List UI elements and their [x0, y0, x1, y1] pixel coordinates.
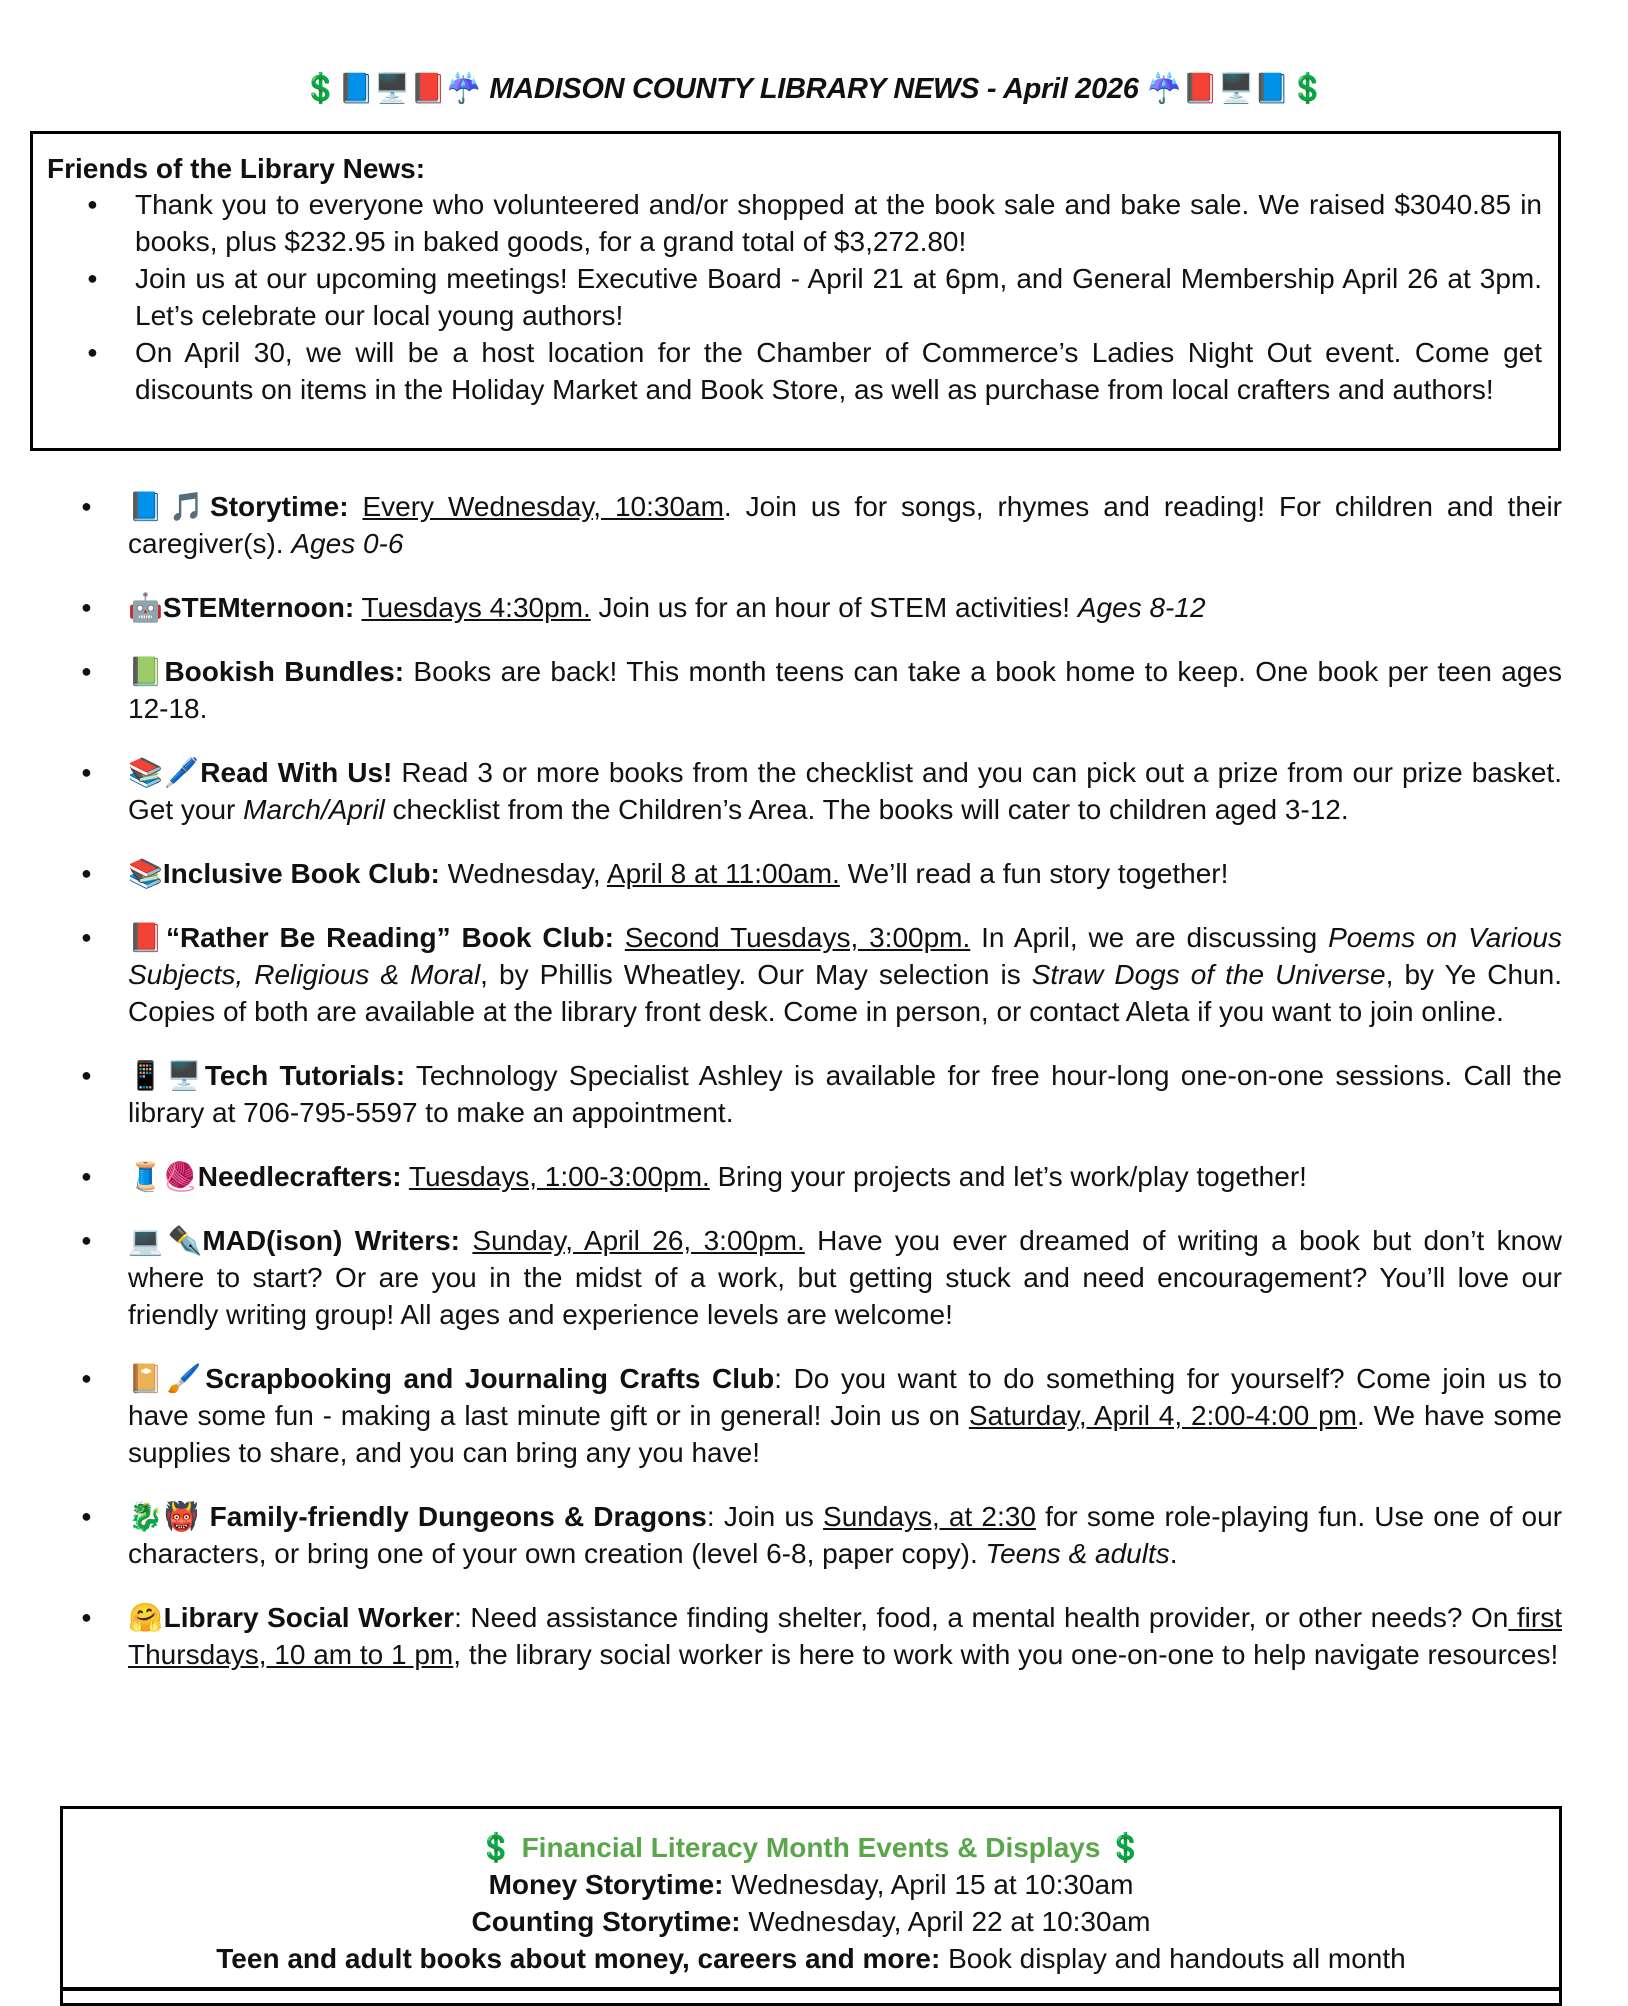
event-title: Family-friendly Dungeons & Dragons — [209, 1501, 707, 1532]
event-title: Inclusive Book Club: — [162, 858, 440, 889]
event-text: Bring your projects and let’s work/play together! — [709, 1161, 1307, 1192]
title-emoji-left-icons: 💲📘🖥️📕☔ — [302, 73, 482, 105]
title-emoji-right-icons: ☔📕🖥️📘💲 — [1146, 73, 1326, 105]
event-text: checklist from the Children’s Area. The books will cater to children aged 3-12. — [384, 794, 1349, 825]
event-schedule: April 8 at 11:00am. — [606, 858, 840, 889]
event-stemternoon — [128, 589, 1562, 626]
event-text: for some role-playing fun. Use one of our characters, or bring one of your own creation (level 6-8, paper copy). — [128, 1501, 1563, 1569]
event-schedule: Sunday, April 26, 3:00pm. — [472, 1225, 805, 1256]
event-text: . We have some supplies to share, and you can bring any you have! — [128, 1400, 1563, 1468]
event-text: , by Phillis Wheatley. Our May selection is — [480, 959, 1032, 990]
event-title: Storytime: — [210, 491, 349, 522]
financial-line-label: Teen and adult books about money, careers and more: — [216, 1943, 941, 1974]
dollar-icon: 💲 — [1108, 1832, 1144, 1863]
event-text: Technology Specialist Ashley is available for free hour-long one-on-one sessions. Call the library at 706-795-5597 to make an appointment. — [128, 1060, 1562, 1128]
event-schedule: Sundays, at 2:30 — [823, 1501, 1036, 1532]
financial-line-text: Wednesday, April 15 at 10:30am — [723, 1869, 1134, 1900]
friends-list — [47, 186, 1542, 408]
event-text: Books are back! This month teens can take a book home to keep. One book per teen ages 12-18. — [128, 656, 1562, 724]
event-madison-writers — [128, 1222, 1562, 1333]
event-text: Have you ever dreamed of writing a book but don’t know where to start? Or are you in the midst of a work, but getting stuck and need encouragement? You’ll love our friendly writing group! All ages and experience levels are welcome! — [128, 1225, 1563, 1330]
event-bookish-bundles — [128, 653, 1562, 727]
financial-line — [63, 1940, 1559, 1977]
event-emoji-icon: 📔🖌️ — [128, 1363, 206, 1394]
event-emoji-icon: 📚🖊️ — [128, 757, 201, 788]
event-emoji-icon: 📕 — [128, 922, 166, 953]
event-text: March/April — [243, 794, 385, 825]
financial-heading — [63, 1829, 1559, 1866]
event-text: Read 3 or more books from the checklist and you can pick out a prize from our prize basket. Get your — [128, 757, 1562, 825]
event-text: , the library social worker is here to work with you one-on-one to help navigate resources! — [453, 1639, 1559, 1670]
friends-of-library-box — [30, 131, 1561, 451]
event-emoji-icon: 🤗 — [128, 1602, 164, 1633]
event-emoji-icon: 🧵🧶 — [128, 1161, 198, 1192]
event-text: Teens & adults — [985, 1538, 1170, 1569]
friends-item: ● On April 30, we will be a host location for the Chamber of Commerce’s Ladies Night Out event. Come get discounts on items in the Holiday Market and Book Store, as well as purchase from local crafters and authors! — [135, 334, 1542, 408]
event-rather-be-reading — [128, 919, 1562, 1030]
event-title: Read With Us! — [200, 757, 393, 788]
event-text — [349, 491, 363, 522]
event-text — [402, 1161, 409, 1192]
event-needlecrafters — [128, 1158, 1562, 1195]
event-title: Needlecrafters: — [197, 1161, 402, 1192]
event-text: We’ll read a fun story together! — [839, 858, 1229, 889]
event-title: Tech Tutorials: — [204, 1060, 406, 1091]
event-text: Ages 8-12 — [1077, 592, 1206, 623]
event-text: : Need assistance finding shelter, food, a mental health provider, or other needs? On — [454, 1602, 1509, 1633]
event-text: : Do you want to do something for yourself? Come join us to have some fun - making a last minute gift or in general! Join us on — [128, 1363, 1562, 1431]
event-storytime — [128, 488, 1562, 562]
event-text — [614, 922, 625, 953]
financial-line-text: Book display and handouts all month — [940, 1943, 1406, 1974]
financial-literacy-box — [60, 1806, 1562, 2006]
event-tech-tutorials — [128, 1057, 1562, 1131]
event-emoji-icon: 📗 — [128, 656, 165, 687]
event-text: In April, we are discussing — [970, 922, 1329, 953]
event-text: Join us for an hour of STEM activities! — [590, 592, 1078, 623]
event-dungeons-dragons — [128, 1498, 1562, 1572]
event-text: : Join us — [706, 1501, 824, 1532]
event-title: Scrapbooking and Journaling Crafts Club — [205, 1363, 775, 1394]
event-schedule: Every Wednesday, 10:30am — [362, 491, 724, 522]
financial-line-label: Money Storytime: — [488, 1869, 724, 1900]
financial-heading-text: Financial Literacy Month Events & Displays — [521, 1832, 1101, 1863]
event-text: Wednesday, — [439, 858, 607, 889]
event-social-worker — [128, 1599, 1562, 1673]
financial-line — [63, 1903, 1559, 1940]
event-schedule: Saturday, April 4, 2:00-4:00 pm — [968, 1400, 1358, 1431]
event-read-with-us — [128, 754, 1562, 828]
event-title: “Rather Be Reading” Book Club: — [165, 922, 614, 953]
event-text: Ages 0-6 — [291, 528, 404, 559]
event-emoji-icon: 🐉👹 — [128, 1501, 210, 1532]
event-schedule: Tuesdays 4:30pm. — [361, 592, 591, 623]
friends-heading: Friends of the Library News: — [47, 153, 426, 184]
event-emoji-icon: 📘🎵 — [128, 491, 211, 522]
event-emoji-icon: 🤖 — [128, 592, 163, 623]
event-title: MAD(ison) Writers: — [202, 1225, 460, 1256]
friends-item: ● Join us at our upcoming meetings! Executive Board - April 21 at 6pm, and General Membership April 26 at 3pm. Let’s celebrate our local young authors! — [135, 260, 1542, 334]
event-emoji-icon: 📚 — [128, 858, 163, 889]
event-text: , by Ye Chun. Copies of both are available at the library front desk. Come in person, or contact Aleta if you want to join online. — [128, 959, 1563, 1027]
event-text: Straw Dogs of the Universe — [1031, 959, 1386, 990]
title-text: MADISON COUNTY LIBRARY NEWS - April 2026 — [489, 73, 1139, 105]
event-inclusive-book-club — [128, 855, 1562, 892]
event-text — [460, 1225, 472, 1256]
event-schedule: Second Tuesdays, 3:00pm. — [624, 922, 971, 953]
divider — [63, 1987, 1559, 1991]
event-title: Library Social Worker — [163, 1602, 455, 1633]
event-emoji-icon: 💻✒️ — [128, 1225, 203, 1256]
event-schedule: first Thursdays, 10 am to 1 pm — [128, 1602, 1562, 1670]
newsletter-title — [0, 72, 1628, 106]
financial-line-text: Wednesday, April 22 at 10:30am — [740, 1906, 1151, 1937]
event-scrapbooking-club — [128, 1360, 1562, 1471]
financial-line — [63, 1866, 1559, 1903]
event-title: STEMternoon: — [162, 592, 355, 623]
event-schedule: Tuesdays, 1:00-3:00pm. — [408, 1161, 710, 1192]
dollar-icon: 💲 — [478, 1832, 514, 1863]
financial-line-label: Counting Storytime: — [471, 1906, 741, 1937]
friends-item: ● Thank you to everyone who volunteered and/or shopped at the book sale and bake sale. We raised $3040.85 in books, plus $232.95 in baked goods, for a grand total of $3,272.80! — [135, 186, 1542, 260]
event-text: . Join us for songs, rhymes and reading! For children and their caregiver(s). — [128, 491, 1563, 559]
event-title: Bookish Bundles: — [164, 656, 405, 687]
event-text: Poems on Various Subjects, Religious & Moral — [128, 922, 1562, 990]
event-text: . — [1169, 1538, 1178, 1569]
events-list — [128, 488, 1562, 1700]
event-emoji-icon: 📱🖥️ — [128, 1060, 205, 1091]
